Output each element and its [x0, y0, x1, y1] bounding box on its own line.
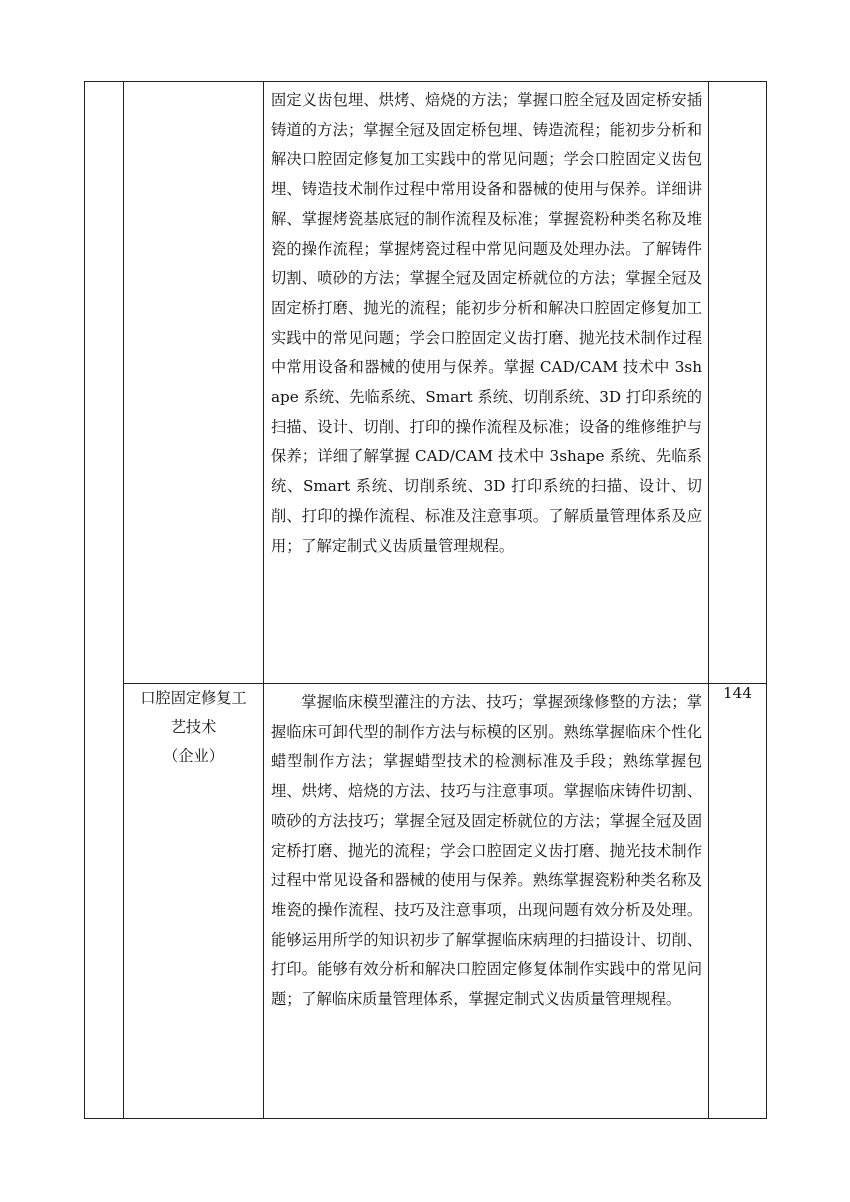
hours-cell: [709, 684, 767, 1119]
course-name-line: 艺技术: [170, 718, 217, 736]
course-cell: [124, 684, 264, 1119]
content-text: 固定义齿包埋、烘烤、焙烧的方法；掌握口腔全冠及固定桥安插铸道的方法；掌握全冠及固定桥包埋、铸造流程；能初步分析和解决口腔固定修复加工实践中的常见问题；学会口腔固定义齿包埋、铸造技术制作过程中常用设备和器械的使用与保养。详细讲解、掌握烤瓷基底冠的制作流程及标准；掌握瓷粉种类名称及堆瓷的操作流程；掌握烤瓷过程中常见问题及处理办法。了解铸件切割、喷砂的方法；掌握全冠及固定桥就位的方法；掌握全冠及固定桥打磨、抛光的流程；能初步分析和解决口腔固定修复加工实践中的常见问题；学会口腔固定义齿打磨、抛光技术制作过程中常用设备和器械的使用与保养。掌握 CAD/CAM 技术中 3shape 系统、先临系统、Smart 系统、切削系统、3D 打印系统的扫描、设计、切削、打印的操作流程及标准；设备的维修维护与保养；详细了解掌握 CAD/CAM 技术中 3shape 系统、先临系统、Smart 系统、切削系统、3D 打印系统的扫描、设计、切削、打印的操作流程、标准及注意事项。了解质量管理体系及应用；了解定制式义齿质量管理规程。: [271, 91, 702, 555]
table-row: [85, 684, 767, 1119]
index-cell: [85, 82, 124, 1119]
hours-cell: [709, 82, 767, 684]
course-name: [124, 684, 263, 771]
content-cell: [264, 684, 709, 1119]
content-text: 掌握临床模型灌注的方法、技巧；掌握颈缘修整的方法；掌握临床可卸代型的制作方法与标模的区别。熟练掌握临床个性化蜡型制作方法；掌握蜡型技术的检测标准及手段；熟练掌握包埋、烘烤、焙烧的方法、技巧与注意事项。掌握临床铸件切割、喷砂的方法技巧；掌握全冠及固定桥就位的方法；掌握全冠及固定桥打磨、抛光的流程；学会口腔固定义齿打磨、抛光技术制作过程中常见设备和器械的使用与保养。熟练掌握瓷粉种类名称及堆瓷的操作流程、技巧及注意事项，出现问题有效分析及处理。能够运用所学的知识初步了解掌握临床病理的扫描设计、切削、打印。能够有效分析和解决口腔固定修复体制作实践中的常见问题；了解临床质量管理体系，掌握定制式义齿质量管理规程。: [271, 693, 702, 1009]
table-row: [85, 82, 767, 684]
course-provider: （企业）: [163, 747, 224, 765]
course-name-line: 口腔固定修复工: [140, 689, 247, 707]
hours-value: 144: [723, 684, 752, 702]
course-cell: [124, 82, 264, 684]
curriculum-table: [84, 81, 767, 1119]
content-cell: [264, 82, 709, 684]
